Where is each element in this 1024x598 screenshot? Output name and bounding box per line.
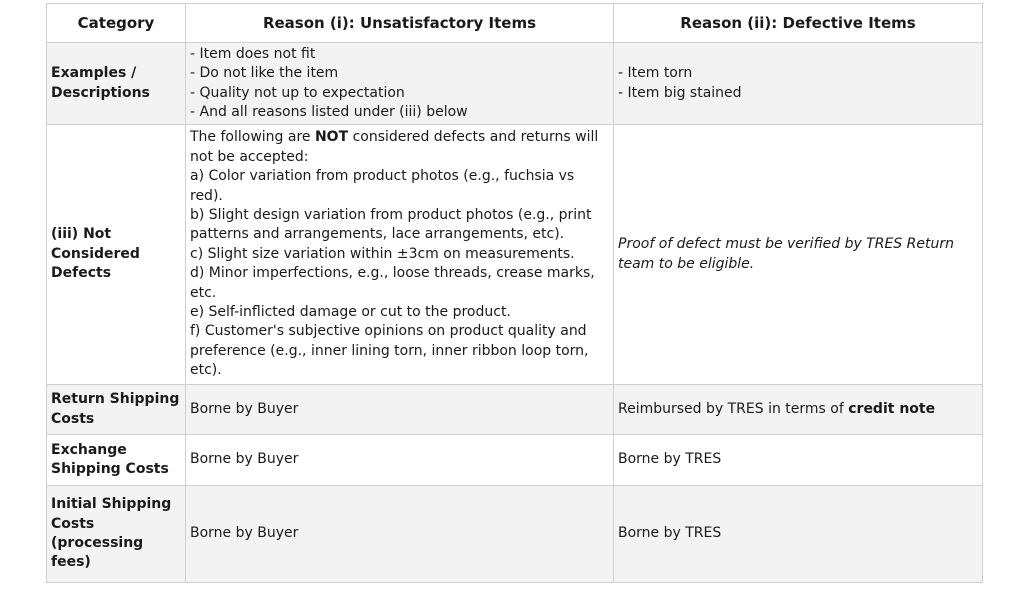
header-reason-unsatisfactory: Reason (i): Unsatisfactory Items [186,4,614,43]
list-item: c) Slight size variation within ±3cm on measurements. [190,245,575,262]
return-shipping-unsatisfactory: Borne by Buyer [186,385,614,435]
row-initial-shipping [47,486,983,583]
category-exchange-shipping: Exchange Shipping Costs [47,435,186,486]
exchange-shipping-unsatisfactory: Borne by Buyer [186,435,614,486]
examples-defective-list [614,43,983,125]
category-return-shipping: Return Shipping Costs [47,385,186,435]
list-item: - Item torn [618,65,693,82]
list-item: a) Color variation from product photos (e.g., fuchsia vs red). [190,168,575,204]
header-reason-defective: Reason (ii): Defective Items [614,4,983,43]
list-item: - Item big stained [618,84,742,101]
proof-of-defect-note: Proof of defect must be verified by TRES Return team to be eligible. [614,125,983,385]
header-category: Category [47,4,186,43]
category-initial-shipping: Initial Shipping Costs (processing fees) [47,486,186,583]
credit-note-emphasis: credit note [848,400,936,417]
list-item: - Do not like the item [190,65,339,82]
return-shipping-defective: Reimbursed by TRES in terms of credit note [614,385,983,435]
exchange-shipping-defective: Borne by TRES [614,435,983,486]
list-item: - And all reasons listed under (iii) below [190,103,468,120]
row-exchange-shipping [47,435,983,486]
row-return-shipping [47,385,983,435]
list-item: - Item does not fit [190,45,316,62]
initial-shipping-defective: Borne by TRES [614,486,983,583]
returns-policy-table [46,3,983,583]
list-item: e) Self-inflicted damage or cut to the product. [190,304,511,321]
list-item: - Quality not up to expectation [190,84,405,101]
list-item: b) Slight design variation from product photos (e.g., print patterns and arrangements, lace arrangements, etc). [190,206,592,243]
category-not-considered-defects: (iii) Not Considered Defects [47,125,186,385]
row-examples [47,43,983,125]
not-defects-intro: The following are NOT considered defects and returns will not be accepted: [190,129,599,165]
category-examples: Examples / Descriptions [47,43,186,125]
row-not-considered-defects [47,125,983,385]
header-row [47,4,983,43]
not-defects-list [186,125,614,385]
examples-unsatisfactory-list [186,43,614,125]
not-emphasis: NOT [314,129,349,146]
list-item: f) Customer's subjective opinions on product quality and preference (e.g., inner lining torn, inner ribbon loop torn, etc). [190,323,589,379]
initial-shipping-unsatisfactory: Borne by Buyer [186,486,614,583]
list-item: d) Minor imperfections, e.g., loose threads, crease marks, etc. [190,265,595,301]
